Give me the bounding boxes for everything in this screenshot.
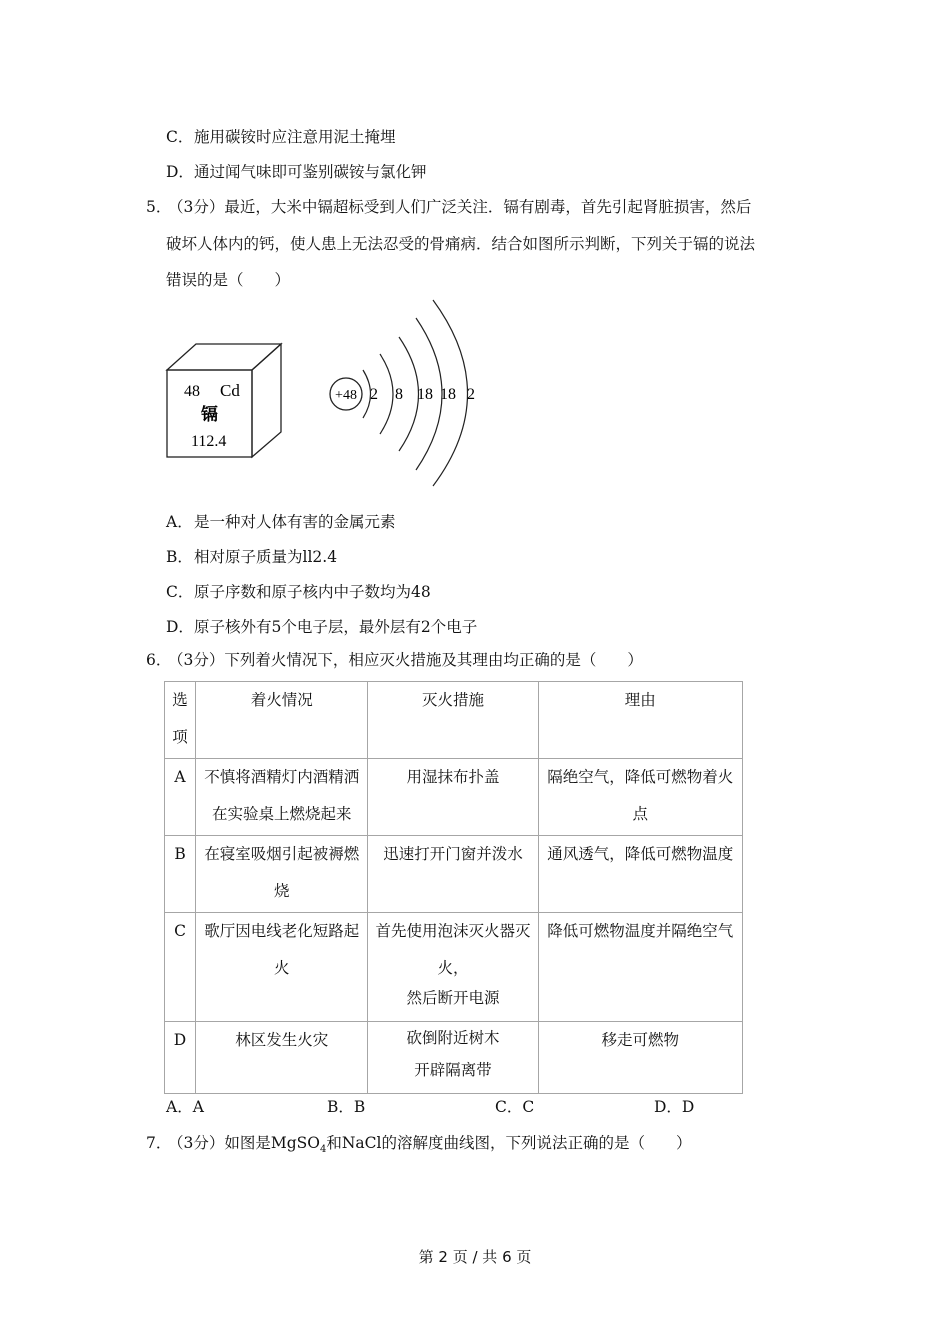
q6-answer-c: C．C (495, 1098, 535, 1116)
shell-electrons-5: 2 (467, 386, 475, 403)
q5-option-d (166, 617, 477, 637)
q4-option-c-letter: C． (166, 128, 194, 146)
fire-measures-table (164, 681, 743, 1094)
q5-number: 5． (146, 198, 172, 216)
q4-option-c (166, 127, 396, 147)
q5-option-b-letter: B． (166, 548, 193, 566)
table-row (165, 913, 743, 1022)
row-c-measure-2: 然后断开电源 (406, 989, 500, 1007)
card-symbol: Cd (220, 381, 240, 400)
header-situation: 着火情况 (196, 682, 368, 759)
q5-option-c (166, 582, 431, 602)
row-b-situation: 在寝室吸烟引起被褥燃烧 (196, 836, 368, 913)
q6-answer-b: B．B (327, 1098, 366, 1116)
q4-option-d-letter: D． (166, 163, 194, 181)
card-element-name: 镉 (201, 405, 218, 424)
row-d-measure: 砍倒附近树木 (406, 1029, 500, 1047)
row-a-measure: 用湿抹布扑盖 (368, 759, 538, 836)
row-d-measure-cell (368, 1022, 538, 1094)
header-option: 选项 (165, 682, 196, 759)
q5-stem-text-1: （3分）最近，大米中镉超标受到人们广泛关注．镉有剧毒，首先引起肾脏损害，然后 (168, 198, 752, 216)
header-measure: 灭火措施 (368, 682, 538, 759)
q5-option-c-letter: C． (166, 583, 194, 601)
row-a-option: A (165, 759, 196, 836)
card-top-face (167, 344, 281, 370)
shell-arc-2 (380, 354, 393, 434)
q6-answer-d: D．D (654, 1098, 695, 1116)
row-d-reason: 移走可燃物 (538, 1022, 742, 1094)
table-header-row (165, 682, 743, 759)
q6-number: 6． (146, 651, 172, 669)
q7-stem-pre: （3分）如图是MgSO (168, 1134, 320, 1152)
q4-option-d-text: 通过闻气味即可鉴别碳铵与氯化钾 (194, 163, 427, 181)
q4-option-c-text: 施用碳铵时应注意用泥土掩埋 (194, 128, 396, 146)
row-c-measure-cell (368, 913, 538, 1022)
row-b-measure: 迅速打开门窗并泼水 (368, 836, 538, 913)
q7-stem-post: 和NaCl的溶解度曲线图，下列说法正确的是（ ） (326, 1134, 692, 1152)
table-row (165, 759, 743, 836)
q5-option-b-text: 相对原子质量为ll2.4 (194, 548, 338, 566)
q7-stem (146, 1133, 691, 1160)
shell-electrons-3: 18 (417, 386, 433, 403)
q5-option-a-letter: A． (166, 513, 193, 531)
row-a-reason: 隔绝空气，降低可燃物着火点 (538, 759, 742, 836)
q5-stem-line-1 (146, 197, 751, 217)
row-c-option: C (165, 913, 196, 1022)
q7-stem-subscript: 4 (319, 1144, 327, 1156)
q5-option-d-letter: D． (166, 618, 194, 636)
q4-option-d (166, 162, 427, 182)
q5-option-b (166, 547, 337, 567)
row-c-measure: 首先使用泡沫灭火器灭火， (375, 922, 531, 977)
q6-stem-text: （3分）下列着火情况下，相应灭火措施及其理由均正确的是（ ） (168, 651, 643, 669)
shell-electrons-1: 2 (370, 386, 378, 403)
q6-stem (146, 650, 643, 670)
row-c-reason: 降低可燃物温度并隔绝空气 (538, 913, 742, 1022)
q5-option-a (166, 512, 396, 532)
nucleus-charge: +48 (335, 388, 357, 403)
q5-option-a-text: 是一种对人体有害的金属元素 (194, 513, 396, 531)
row-d-option: D (165, 1022, 196, 1094)
row-b-option: B (165, 836, 196, 913)
q5-stem-line-2: 破坏人体内的钙，使人患上无法忍受的骨痛病．结合如图所示判断，下列关于镉的说法 (166, 235, 756, 253)
shell-electrons-4: 18 (440, 386, 456, 403)
row-b-reason: 通风透气，降低可燃物温度 (538, 836, 742, 913)
row-d-measure-2: 开辟隔离带 (414, 1061, 492, 1079)
atom-diagram (330, 300, 475, 486)
table-row (165, 836, 743, 913)
q5-option-d-text: 原子核外有5个电子层，最外层有2个电子 (194, 618, 478, 636)
q6-answer-a: A．A (166, 1098, 204, 1116)
q7-number: 7． (146, 1134, 172, 1152)
header-reason: 理由 (538, 682, 742, 759)
q5-option-c-text: 原子序数和原子核内中子数均为48 (194, 583, 431, 601)
cadmium-figure (150, 292, 490, 492)
row-d-situation: 林区发生火灾 (196, 1022, 368, 1094)
shell-electrons-2: 8 (395, 386, 403, 403)
row-a-situation: 不慎将酒精灯内酒精洒在实验桌上燃烧起来 (196, 759, 368, 836)
q5-stem-line-3: 错误的是（ ） (166, 271, 291, 289)
card-atomic-mass: 112.4 (191, 433, 227, 450)
card-side-face (252, 344, 281, 457)
table-row (165, 1022, 743, 1094)
row-c-situation: 歌厅因电线老化短路起火 (196, 913, 368, 1022)
page-footer: 第 2 页 / 共 6 页 (418, 1248, 532, 1266)
card-atomic-number: 48 (184, 383, 200, 400)
element-card (167, 344, 281, 457)
